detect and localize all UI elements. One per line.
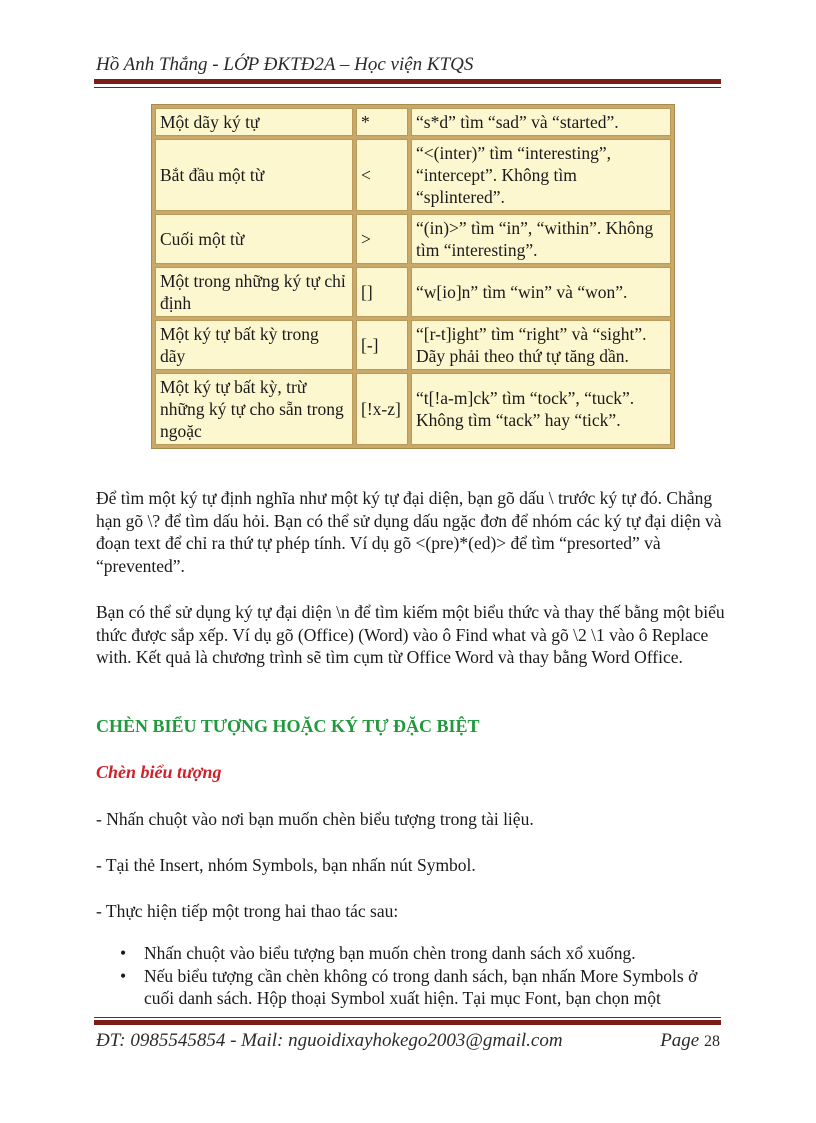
paragraph-replace-expression: Bạn có thể sử dụng ký tự đại diện \n để tìm kiếm một biểu thức và thay thế bằng một biểu thức được sắp xếp. Ví dụ gõ (Office) (Word) vào ô Find what và gõ \2 \1 vào ô Replace with. Kết quả là chương trình sẽ tìm cụm từ Office Word và thay bằng Word Office. [96,602,725,667]
page-header: Hồ Anh Thắng - LỚP ĐKTĐ2A – Học viện KTQS [96,54,474,75]
table-cell-example: “<(inter)” tìm “interesting”, “intercept”. Không tìm “splintered”. [411,139,671,211]
table-cell-example: “s*d” tìm “sad” và “started”. [411,108,671,136]
table-row [155,320,671,370]
options-list [118,942,728,1010]
table-cell-example: “(in)>” tìm “in”, “within”. Không tìm “interesting”. [411,214,671,264]
step-1: - Nhấn chuột vào nơi bạn muốn chèn biểu tượng trong tài liệu. [96,809,534,829]
footer-rule-thin [94,1017,721,1018]
table-cell-symbol: [] [356,267,408,317]
table-cell-symbol: > [356,214,408,264]
table-row [155,108,671,136]
table-cell-symbol: [-] [356,320,408,370]
table-cell-symbol: * [356,108,408,136]
footer-contact: ĐT: 0985545854 - Mail: nguoidixayhokego2003@gmail.com [96,1030,563,1051]
step-2: - Tại thẻ Insert, nhóm Symbols, bạn nhấn nút Symbol. [96,855,476,875]
section-heading: CHÈN BIỂU TƯỢNG HOẶC KÝ TỰ ĐẶC BIỆT [96,716,480,736]
table-cell-description: Cuối một từ [155,214,353,264]
footer-rule [94,1020,721,1025]
table-row [155,373,671,445]
bullet-icon: • [120,943,127,963]
subsection-heading: Chèn biểu tượng [96,762,222,782]
table-cell-description: Một ký tự bất kỳ trong dãy [155,320,353,370]
step-3: - Thực hiện tiếp một trong hai thao tác sau: [96,901,399,921]
table-row [155,267,671,317]
page-number: 28 [704,1033,720,1050]
table-cell-example: “w[io]n” tìm “win” và “won”. [411,267,671,317]
header-rule-thin [94,87,721,88]
wildcard-table [151,104,675,449]
table-row [155,214,671,264]
list-item [118,942,728,965]
table-cell-example: “t[!a-m]ck” tìm “tock”, “tuck”. Không tìm “tack” hay “tick”. [411,373,671,445]
list-item [118,965,728,1010]
page-number-block [660,1030,720,1052]
page-label: Page [660,1030,700,1051]
bullet-icon: • [120,965,127,986]
table-cell-description: Bắt đầu một từ [155,139,353,211]
list-item-text: Nhấn chuột vào biểu tượng bạn muốn chèn trong danh sách xổ xuống. [144,943,636,963]
table-cell-description: Một dãy ký tự [155,108,353,136]
table-row [155,139,671,211]
paragraph-escape-wildcards: Để tìm một ký tự định nghĩa như một ký tự đại diện, bạn gõ dấu \ trước ký tự đó. Chẳng hạn gõ \? để tìm dấu hỏi. Bạn có thể sử dụng dấu ngặc đơn để nhóm các ký tự đại diện và đoạn text để chỉ ra thứ tự phép tính. Ví dụ gõ <(pre)*(ed)> để tìm “presorted” và “prevented”. [96,488,722,576]
table-cell-symbol: < [356,139,408,211]
table-cell-symbol: [!x-z] [356,373,408,445]
table-cell-description: Một ký tự bất kỳ, trừ những ký tự cho sẵn trong ngoặc [155,373,353,445]
table-cell-example: “[r-t]ight” tìm “right” và “sight”. Dãy phải theo thứ tự tăng dần. [411,320,671,370]
list-item-text: Nếu biểu tượng cần chèn không có trong danh sách, bạn nhấn More Symbols ở cuối danh sách. Hộp thoại Symbol xuất hiện. Tại mục Font, bạn chọn một [144,965,698,1008]
header-rule [94,79,721,84]
table-cell-description: Một trong những ký tự chỉ định [155,267,353,317]
